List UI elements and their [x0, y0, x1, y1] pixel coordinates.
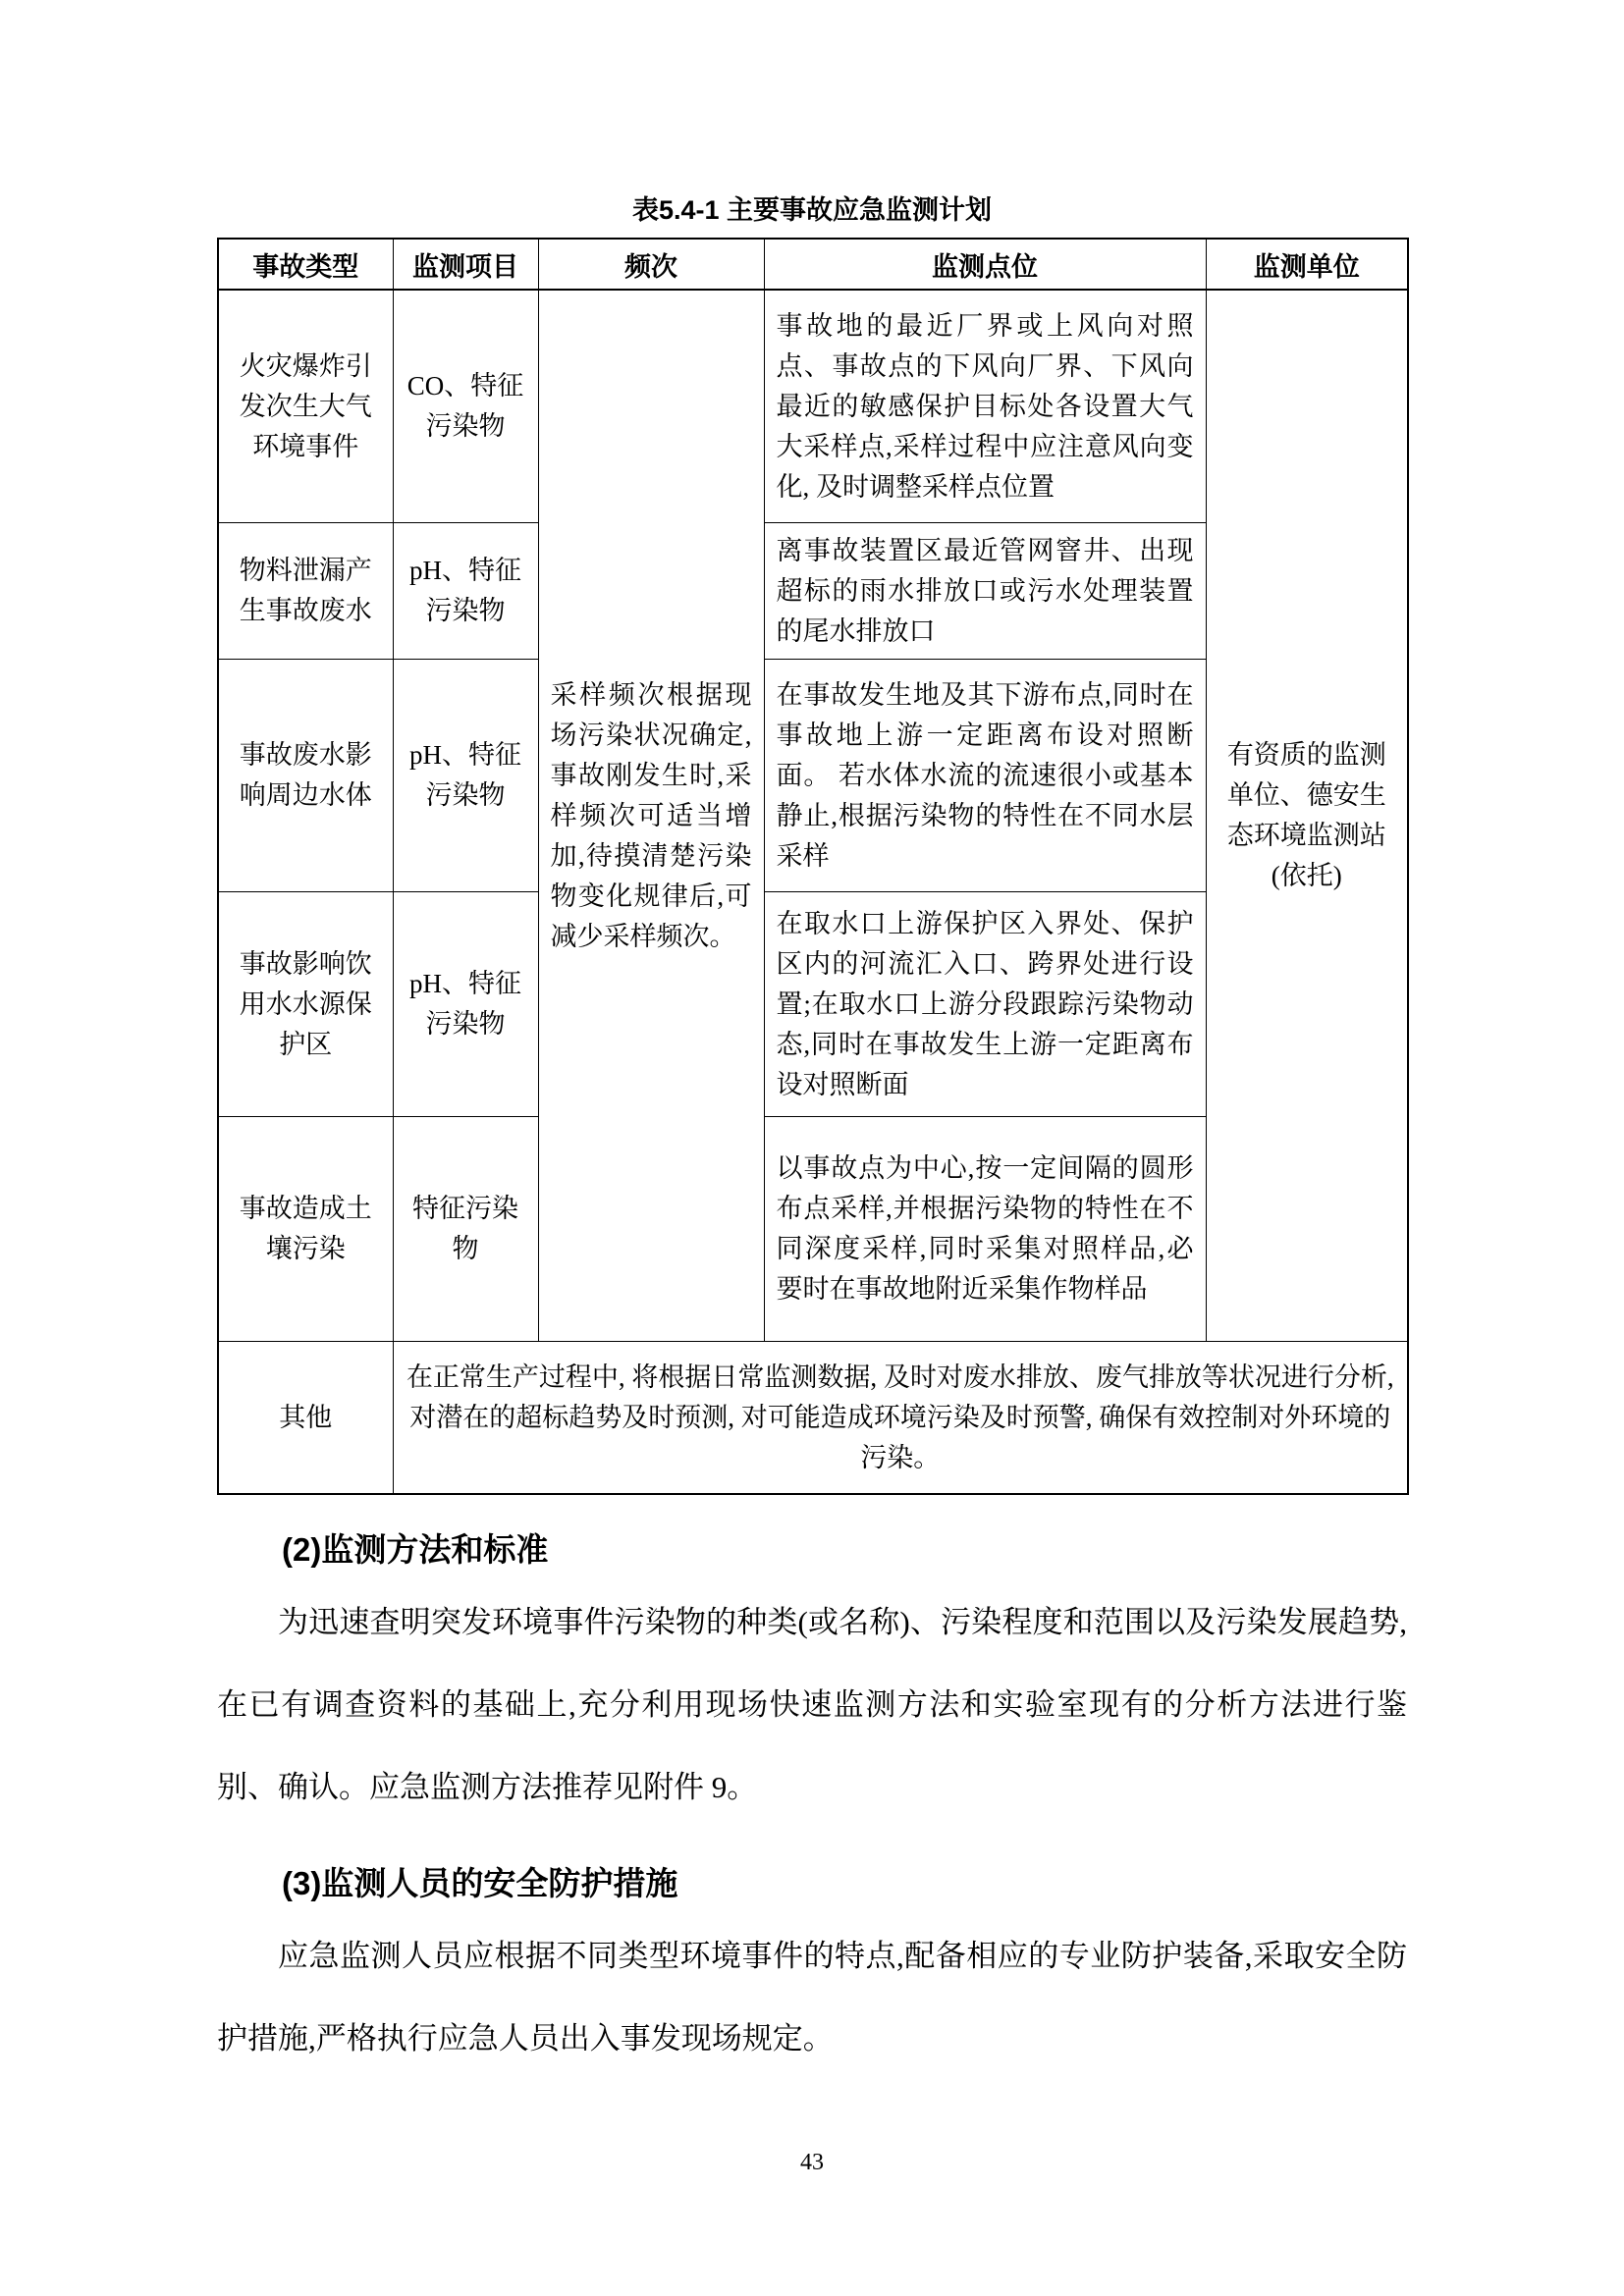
section-heading-monitoring-methods: (2)监测方法和标准 — [282, 1531, 549, 1568]
cell-frequency-merged: 采样频次根据现场污染状况确定,事故刚发生时,采样频次可适当增加,待摸清楚污染物变化规律后,可减少采样频次。 — [538, 290, 764, 1342]
cell-monitoring-point: 以事故点为中心,按一定间隔的圆形布点采样,并根据污染物的特性在不同深度采样,同时采集对照样品,必 要时在事故地附近采集作物样品 — [764, 1117, 1206, 1342]
table-header-row — [218, 239, 1408, 290]
cell-accident-type: 事故造成土壤污染 — [218, 1117, 393, 1342]
table-row-other — [218, 1342, 1408, 1495]
section-paragraph-monitoring-methods: 为迅速查明突发环境事件污染物的种类(或名称)、污染程度和范围以及污染发展趋势,在已有调查资料的基础上,充分利用现场快速监测方法和实验室现有的分析方法进行鉴别、确认。应急监测方法推荐见附件 9。 — [217, 1605, 1407, 1804]
cell-other-content: 在正常生产过程中, 将根据日常监测数据, 及时对废水排放、废气排放等状况进行分析, 对潜在的超标趋势及时预测, 对可能造成环境污染及时预警, 确保有效控制对外环境的污染。 — [393, 1342, 1408, 1495]
cell-accident-type: 火灾爆炸引发次生大气环境事件 — [218, 290, 393, 523]
header-monitoring-point: 监测点位 — [764, 239, 1206, 290]
cell-monitoring-point: 事故地的最近厂界或上风向对照点、事故点的下风向厂界、下风向最近的敏感保护目标处各设置大气大采样点,采样过程中应注意风向变化, 及时调整采样点位置 — [764, 290, 1206, 523]
cell-monitoring-item: pH、特征污染物 — [393, 523, 538, 660]
cell-monitoring-point: 在取水口上游保护区入界处、保护区内的河流汇入口、跨界处进行设置;在取水口上游分段跟踪污染物动态,同时在事故发生上游一定距离布设对照断面 — [764, 892, 1206, 1117]
page-content — [217, 0, 1407, 2080]
cell-monitoring-point: 离事故装置区最近管网窨井、出现超标的雨水排放口或污水处理装置的尾水排放口 — [764, 523, 1206, 660]
cell-monitoring-item: CO、特征污染物 — [393, 290, 538, 523]
cell-monitoring-item: pH、特征污染物 — [393, 660, 538, 892]
header-frequency: 频次 — [538, 239, 764, 290]
table-caption: 表5.4-1 主要事故应急监测计划 — [631, 195, 993, 225]
section-heading-safety-protection: (3)监测人员的安全防护措施 — [282, 1865, 678, 1901]
header-monitoring-unit: 监测单位 — [1206, 239, 1408, 290]
cell-accident-type: 事故影响饮用水水源保护区 — [218, 892, 393, 1117]
table-row — [218, 290, 1408, 523]
cell-monitoring-unit-merged: 有资质的监测单位、德安生态环境监测站(依托) — [1206, 290, 1408, 1342]
cell-accident-type: 事故废水影响周边水体 — [218, 660, 393, 892]
page-number: 43 — [800, 2150, 824, 2175]
emergency-monitoring-table — [217, 238, 1409, 1495]
cell-monitoring-item: 特征污染物 — [393, 1117, 538, 1342]
header-monitoring-item: 监测项目 — [393, 239, 538, 290]
header-accident-type: 事故类型 — [218, 239, 393, 290]
cell-accident-type: 物料泄漏产生事故废水 — [218, 523, 393, 660]
cell-other-label: 其他 — [218, 1342, 393, 1495]
section-paragraph-safety-protection: 应急监测人员应根据不同类型环境事件的特点,配备相应的专业防护装备,采取安全防护措施,严格执行应急人员出入事发现场规定。 — [217, 1939, 1407, 2056]
cell-monitoring-item: pH、特征污染物 — [393, 892, 538, 1117]
cell-monitoring-point: 在事故发生地及其下游布点,同时在事故地上游一定距离布设对照断面。 若水体水流的流速很小或基本静止,根据污染物的特性在不同水层采样 — [764, 660, 1206, 892]
